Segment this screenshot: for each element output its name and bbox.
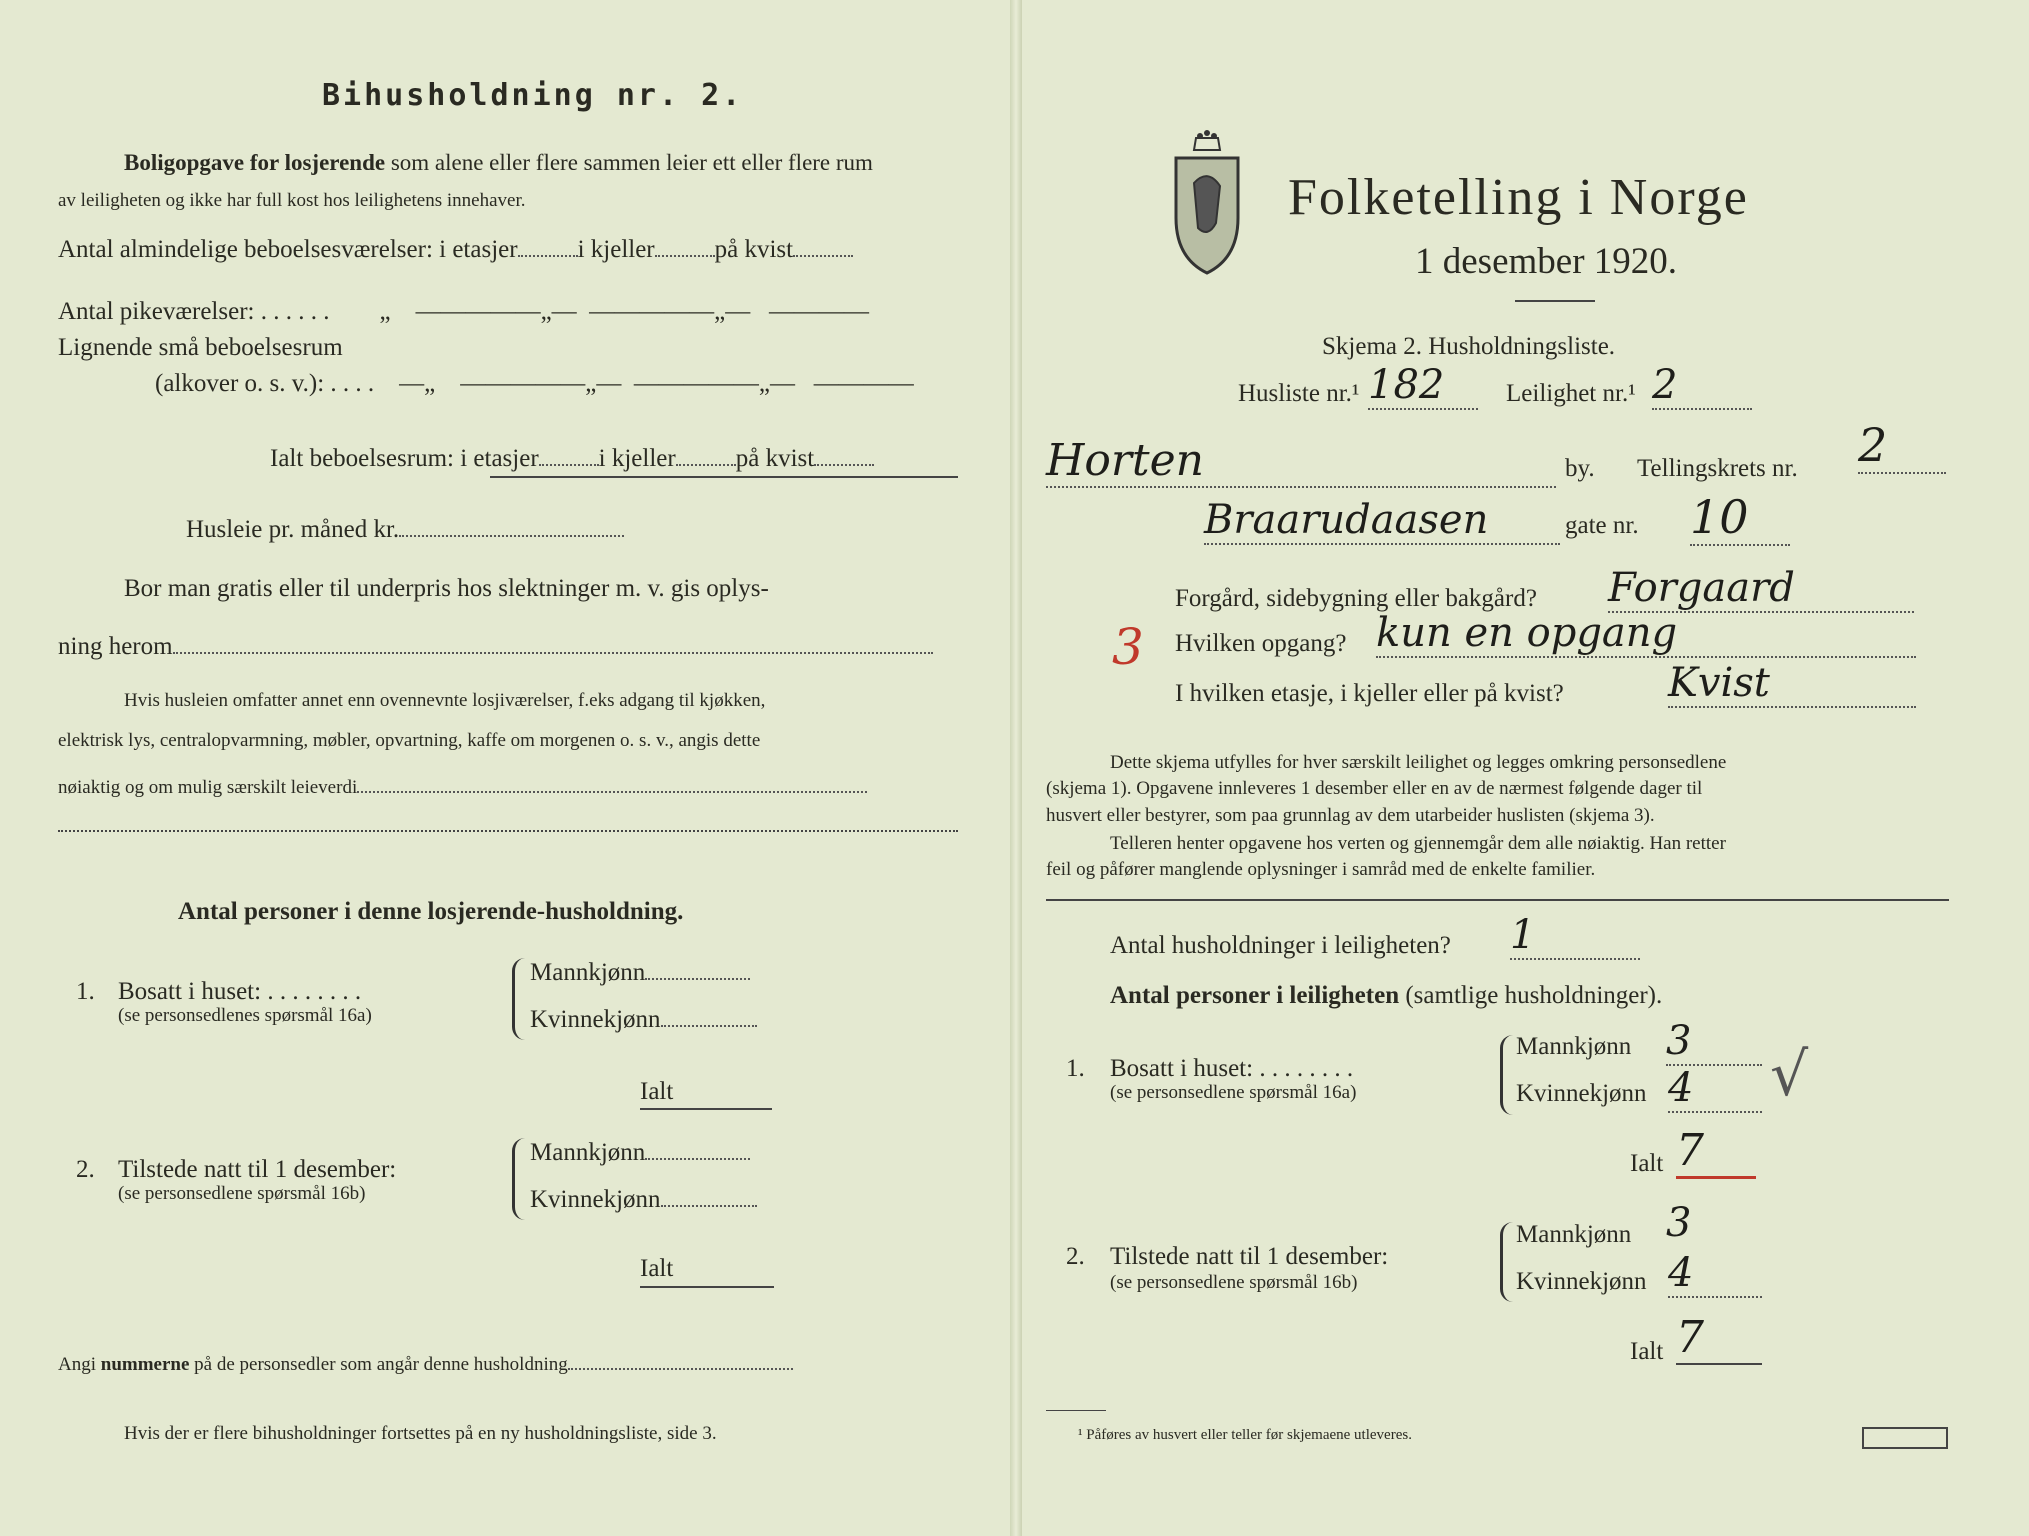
etasje-label: I hvilken etasje, i kjeller eller på kvist? bbox=[1175, 680, 1564, 707]
angi-pre: Angi bbox=[58, 1354, 96, 1375]
left-q2-mann-row bbox=[530, 1138, 750, 1167]
husleie-field[interactable] bbox=[399, 515, 624, 537]
pike-label: Antal pikeværelser: . . . . . . „ —————„— —————„— ———— bbox=[58, 298, 870, 325]
husliste-value[interactable]: 182 bbox=[1368, 362, 1478, 410]
intro-line-2: av leiligheten og ikke har full kost hos leilighetens innehaver. bbox=[58, 190, 526, 211]
omfatter-line-1: Hvis husleien omfatter annet enn ovennevnte losjiværelser, f.eks adgang til kjøkken, bbox=[124, 690, 766, 711]
left-q1-kvinne-label: Kvinnekjønn bbox=[530, 1006, 661, 1033]
check-mark-icon: √ bbox=[1770, 1040, 1809, 1110]
census-date: 1 desember 1920. bbox=[1415, 241, 1678, 282]
info-line-2: (skjema 1). Opgavene innleveres 1 desember eller en av de nærmest følgende dager til bbox=[1046, 778, 1703, 799]
page-fold bbox=[1010, 0, 1022, 1536]
left-q1-kvinne-field[interactable] bbox=[661, 1005, 757, 1027]
angi-row bbox=[58, 1348, 793, 1376]
info-divider bbox=[1046, 899, 1949, 901]
left-q2-kvinne-label: Kvinnekjønn bbox=[530, 1186, 661, 1213]
right-q1-label: Bosatt i huset: . . . . . . . . bbox=[1110, 1055, 1354, 1082]
angi-field[interactable] bbox=[568, 1348, 793, 1370]
left-q2-ialt-field[interactable] bbox=[640, 1286, 774, 1288]
title-divider bbox=[1515, 300, 1595, 302]
opgang-value[interactable]: kun en opgang bbox=[1376, 610, 1916, 658]
left-q1-brace bbox=[512, 958, 525, 1040]
gate-nr-value[interactable]: 10 bbox=[1690, 490, 1790, 546]
ialt-kvist-label: på kvist bbox=[735, 445, 815, 472]
footnote: ¹ Påføres av husvert eller teller før skjemaene utleveres. bbox=[1078, 1427, 1412, 1443]
right-q1-kvinne-value[interactable]: 4 bbox=[1668, 1065, 1762, 1113]
right-q2-sub: (se personsedlene spørsmål 16b) bbox=[1110, 1272, 1358, 1293]
leieverdi-extra-line[interactable] bbox=[58, 830, 958, 832]
husleie-label: Husleie pr. måned kr. bbox=[186, 516, 400, 543]
leilighet-value[interactable]: 2 bbox=[1652, 362, 1752, 410]
gratis-line-2 bbox=[58, 632, 933, 661]
info-line-4: Telleren henter opgavene hos verten og gjennemgår dem alle nøiaktig. Han retter bbox=[1110, 833, 1726, 854]
gratis-line-1: Bor man gratis eller til underpris hos slektninger m. v. gis oplys- bbox=[124, 575, 769, 602]
right-q2-ialt-value[interactable]: 7 bbox=[1676, 1312, 1762, 1365]
ialt-kjeller-field[interactable] bbox=[676, 444, 736, 466]
left-q2-mann-field[interactable] bbox=[645, 1138, 750, 1160]
krets-label: Tellingskrets nr. bbox=[1637, 455, 1798, 482]
right-q1-text: Bosatt i huset: bbox=[1110, 1055, 1254, 1082]
antal-hush-value[interactable]: 1 bbox=[1510, 912, 1640, 960]
left-q2-number: 2. bbox=[76, 1156, 95, 1183]
pike-text: Antal pikeværelser: bbox=[58, 298, 255, 325]
omfatter-line-2: elektrisk lys, centralopvarmning, møbler, opvartning, kaffe om morgenen o. s. v., angis dette bbox=[58, 730, 761, 751]
leilighet-label: Leilighet nr.¹ bbox=[1506, 380, 1636, 407]
right-q2-label: Tilstede natt til 1 desember: bbox=[1110, 1243, 1389, 1270]
right-q2-brace bbox=[1500, 1222, 1513, 1302]
antal-pers-bold: Antal personer i leiligheten bbox=[1110, 982, 1400, 1009]
ialt-underline bbox=[490, 476, 958, 478]
omfatter-line-3 bbox=[58, 771, 867, 799]
left-q1-label: Bosatt i huset: . . . . . . . . bbox=[118, 978, 362, 1005]
forgaard-value[interactable]: Forgaard bbox=[1608, 565, 1914, 613]
left-q2-mann-label: Mannkjønn bbox=[530, 1139, 646, 1166]
intro-line-1 bbox=[124, 150, 873, 176]
info-line-5: feil og påfører manglende oplysninger i samråd med de enkelte familier. bbox=[1046, 859, 1596, 880]
kvist-label: på kvist bbox=[714, 236, 794, 263]
left-q1-text: Bosatt i huset: bbox=[118, 978, 262, 1005]
right-q2-mann-label: Mannkjønn bbox=[1516, 1221, 1632, 1248]
left-q1-mann-row bbox=[530, 958, 750, 987]
ialt-rum-label: Ialt beboelsesrum: i etasjer bbox=[270, 445, 539, 472]
right-q1-ialt: Ialt bbox=[1630, 1150, 1664, 1177]
right-q1-number: 1. bbox=[1066, 1055, 1085, 1082]
ialt-kvist-field[interactable] bbox=[814, 444, 874, 466]
right-q1-kvinne-label: Kvinnekjønn bbox=[1516, 1080, 1647, 1107]
ialt-etasjer-field[interactable] bbox=[539, 444, 599, 466]
gate-value[interactable]: Braarudaasen bbox=[1204, 497, 1560, 545]
left-q2-kvinne-row bbox=[530, 1185, 757, 1214]
left-q2-label: Tilstede natt til 1 desember: bbox=[118, 1156, 397, 1183]
ialt-kjeller-label: i kjeller bbox=[598, 445, 676, 472]
antal-hush-label: Antal husholdninger i leiligheten? bbox=[1110, 932, 1451, 959]
kjeller-label: i kjeller bbox=[577, 236, 655, 263]
angi-bold: nummerne bbox=[100, 1354, 190, 1375]
right-q1-mann-value[interactable]: 3 bbox=[1666, 1018, 1762, 1066]
right-q2-kvinne-label: Kvinnekjønn bbox=[1516, 1268, 1647, 1295]
gratis-field[interactable] bbox=[173, 632, 933, 654]
antal-pers-row bbox=[1110, 982, 1662, 1010]
intro-bold: Boligopgave for losjerende bbox=[124, 150, 386, 175]
info-line-1: Dette skjema utfylles for hver særskilt leilighet og legges omkring personsedlene bbox=[1110, 752, 1727, 773]
main-title: Folketelling i Norge bbox=[1288, 169, 1749, 226]
etasje-value[interactable]: Kvist bbox=[1668, 660, 1916, 708]
left-q1-sub: (se personsedlenes spørsmål 16a) bbox=[118, 1005, 372, 1026]
left-q1-number: 1. bbox=[76, 978, 95, 1005]
left-q2-ialt: Ialt bbox=[640, 1255, 674, 1282]
right-q2-number: 2. bbox=[1066, 1243, 1085, 1270]
printer-stamp bbox=[1862, 1427, 1948, 1449]
husliste-label: Husliste nr.¹ bbox=[1238, 380, 1360, 407]
antal-alm-label: Antal almindelige beboelsesværelser: i etasjer bbox=[58, 236, 518, 263]
right-q2-kvinne-value[interactable]: 4 bbox=[1668, 1250, 1762, 1298]
gratis-label: ning herom bbox=[58, 633, 173, 660]
by-label: by. bbox=[1565, 455, 1595, 482]
skjema-label: Skjema 2. Husholdningsliste. bbox=[1322, 333, 1616, 360]
lignende-label-1: Lignende små beboelsesrum bbox=[58, 334, 343, 361]
right-q1-mann-label: Mannkjønn bbox=[1516, 1033, 1632, 1060]
ialt-rum-row bbox=[270, 444, 874, 473]
left-title: Bihusholdning nr. 2. bbox=[322, 78, 744, 113]
right-q1-ialt-value[interactable]: 7 bbox=[1676, 1125, 1756, 1179]
kjeller-field[interactable] bbox=[655, 235, 715, 257]
lignende-text: (alkover o. s. v.): bbox=[155, 370, 325, 397]
left-q1-kvinne-row bbox=[530, 1005, 757, 1034]
left-q2-brace bbox=[512, 1138, 525, 1220]
left-q1-ialt-field[interactable] bbox=[640, 1108, 772, 1110]
right-q2-mann-value[interactable]: 3 bbox=[1666, 1200, 1692, 1246]
right-q1-brace bbox=[1500, 1035, 1513, 1115]
right-q1-sub: (se personsedlene spørsmål 16a) bbox=[1110, 1082, 1357, 1103]
antal-pers-rest: (samtlige husholdninger). bbox=[1405, 982, 1663, 1009]
antal-personer-heading: Antal personer i denne losjerende-husholdning. bbox=[178, 898, 684, 925]
omfatter-label: nøiaktig og om mulig særskilt leieverdi bbox=[58, 777, 358, 798]
kvist-field[interactable] bbox=[793, 235, 853, 257]
leieverdi-field[interactable] bbox=[357, 771, 867, 793]
opgang-red-mark: 3 bbox=[1112, 618, 1144, 676]
left-q1-mann-field[interactable] bbox=[645, 958, 750, 980]
krets-value[interactable]: 2 bbox=[1858, 418, 1946, 474]
angi-rest: på de personsedler som angår denne husholdning bbox=[194, 1354, 568, 1375]
flere-note: Hvis der er flere bihusholdninger fortsettes på en ny husholdningsliste, side 3. bbox=[124, 1423, 717, 1444]
gate-label: gate nr. bbox=[1565, 512, 1639, 539]
left-q1-ialt: Ialt bbox=[640, 1078, 674, 1105]
lignende-label-2: (alkover o. s. v.): . . . . —„ —————„— —————„— ———— bbox=[155, 370, 914, 397]
forgaard-label: Forgård, sidebygning eller bakgård? bbox=[1175, 585, 1537, 612]
footnote-rule bbox=[1046, 1410, 1106, 1411]
opgang-label: Hvilken opgang? bbox=[1175, 630, 1347, 657]
by-value[interactable]: Horten bbox=[1046, 435, 1556, 488]
left-q1-mann-label: Mannkjønn bbox=[530, 959, 646, 986]
left-q2-sub: (se personsedlene spørsmål 16b) bbox=[118, 1183, 366, 1204]
right-q2-ialt: Ialt bbox=[1630, 1338, 1664, 1365]
info-line-3: husvert eller bestyrer, som paa grunnlag av dem utarbeider huslisten (skjema 3). bbox=[1046, 805, 1655, 826]
intro-rest: som alene eller flere sammen leier ett eller flere rum bbox=[390, 150, 873, 175]
left-q2-kvinne-field[interactable] bbox=[661, 1185, 757, 1207]
husleie-row bbox=[186, 515, 624, 544]
etasjer-field[interactable] bbox=[518, 235, 578, 257]
antal-alm-row bbox=[58, 235, 853, 264]
coat-of-arms-icon bbox=[1168, 128, 1246, 276]
